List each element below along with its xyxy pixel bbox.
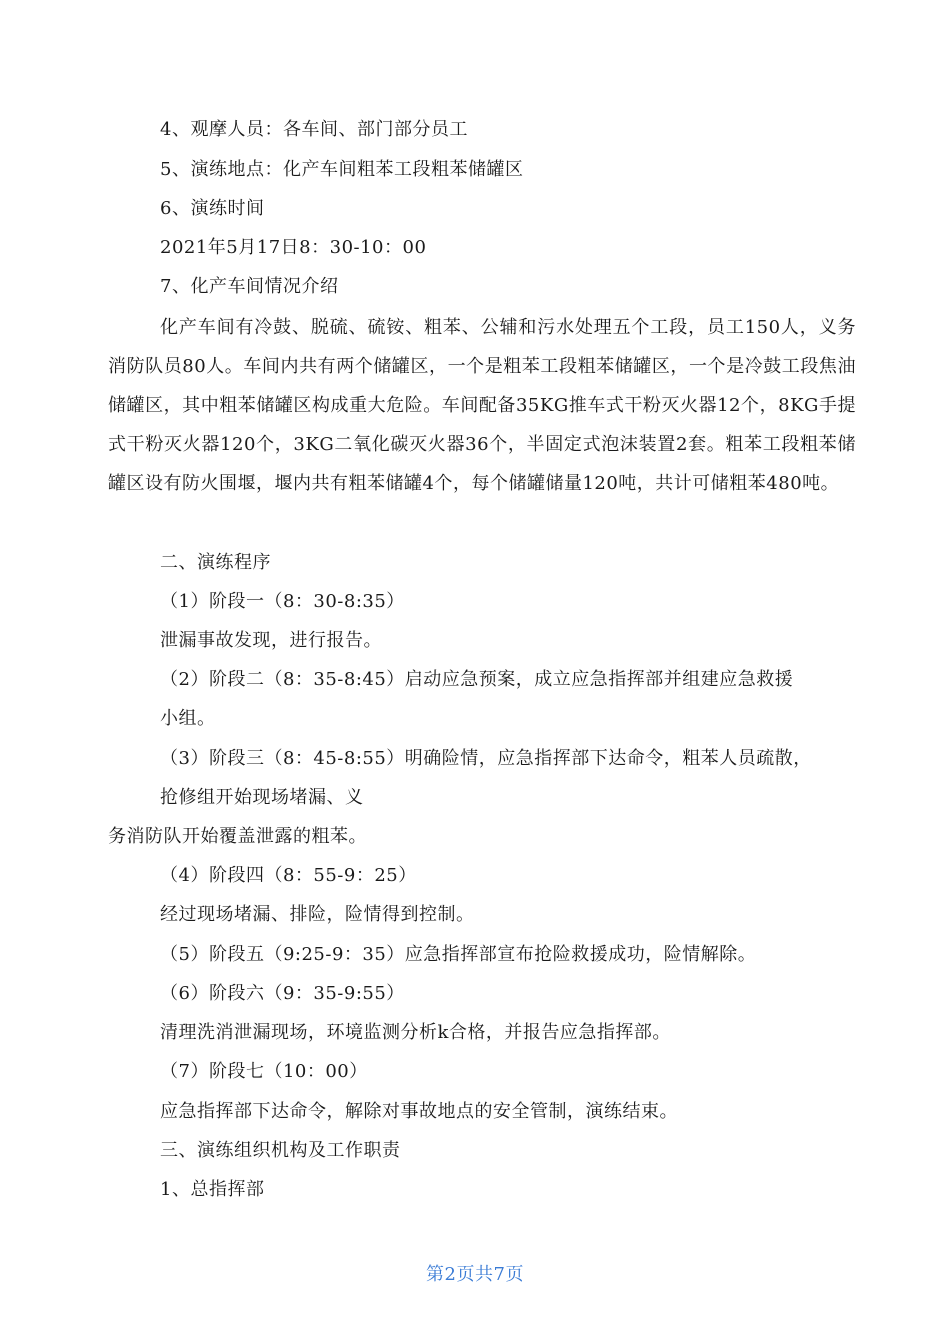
page-number-footer: 第2页共7页 [426,1264,524,1285]
stage-4-desc: 经过现场堵漏、排险，险情得到控制。 [160,904,475,925]
stage-6-desc: 清理洗消泄漏现场，环境监测分析k合格，并报告应急指挥部。 [160,1022,671,1043]
stage-7-desc: 应急指挥部下达命令，解除对事故地点的安全管制，演练结束。 [160,1101,678,1122]
intro-paragraph: 化产车间有冷鼓、脱硫、硫铵、粗苯、公辅和污水处理五个工段，员工150人，义务消防队员80人。车间内共有两个储罐区，一个是粗苯工段粗苯储罐区，一个是冷鼓工段焦油储罐区，其中粗苯储罐区构成重大危险。车间配备35KG推车式干粉灭火器12个，8KG手提式干粉灭火器120个，3KG二氧化碳灭火器36个，半固定式泡沫装置2套。粗苯工段粗苯储罐区设有防火围堰，堰内共有粗苯储罐4个，每个储罐储量120吨，共计可储粗苯480吨。 [108,317,856,494]
stage-6: （6）阶段六（9：35-9:55） [160,983,405,1004]
stage-3-cont-2: 务消防队开始覆盖泄露的粗苯。 [108,826,367,847]
time-value: 2021年5月17日8：30-10：00 [160,237,427,258]
stage-5: （5）阶段五（9:25-9：35）应急指挥部宣布抢险救援成功，险情解除。 [160,944,757,965]
stage-3-cont-1: 抢修组开始现场堵漏、义 [160,787,364,808]
stage-2-cont: 小组。 [160,708,216,729]
stage-1: （1）阶段一（8：30-8:35） [160,591,405,612]
observers-line: 4、观摩人员：各车间、部门部分员工 [160,119,468,140]
stage-2: （2）阶段二（8：35-8:45）启动应急预案，成立应急指挥部并组建应急救援 [160,669,794,690]
section-two-heading: 二、演练程序 [160,552,271,573]
location-line: 5、演练地点：化产车间粗苯工段粗苯储罐区 [160,159,524,180]
time-heading: 6、演练时间 [160,198,265,219]
section-three-heading: 三、演练组织机构及工作职责 [160,1140,401,1161]
stage-3: （3）阶段三（8：45-8:55）明确险情，应急指挥部下达命令，粗苯人员疏散， [160,748,812,769]
command-heading: 1、总指挥部 [160,1179,265,1200]
stage-1-desc: 泄漏事故发现，进行报告。 [160,630,382,651]
stage-4: （4）阶段四（8：55-9：25） [160,865,417,886]
stage-7: （7）阶段七（10：00） [160,1061,368,1082]
intro-heading: 7、化产车间情况介绍 [160,276,339,297]
